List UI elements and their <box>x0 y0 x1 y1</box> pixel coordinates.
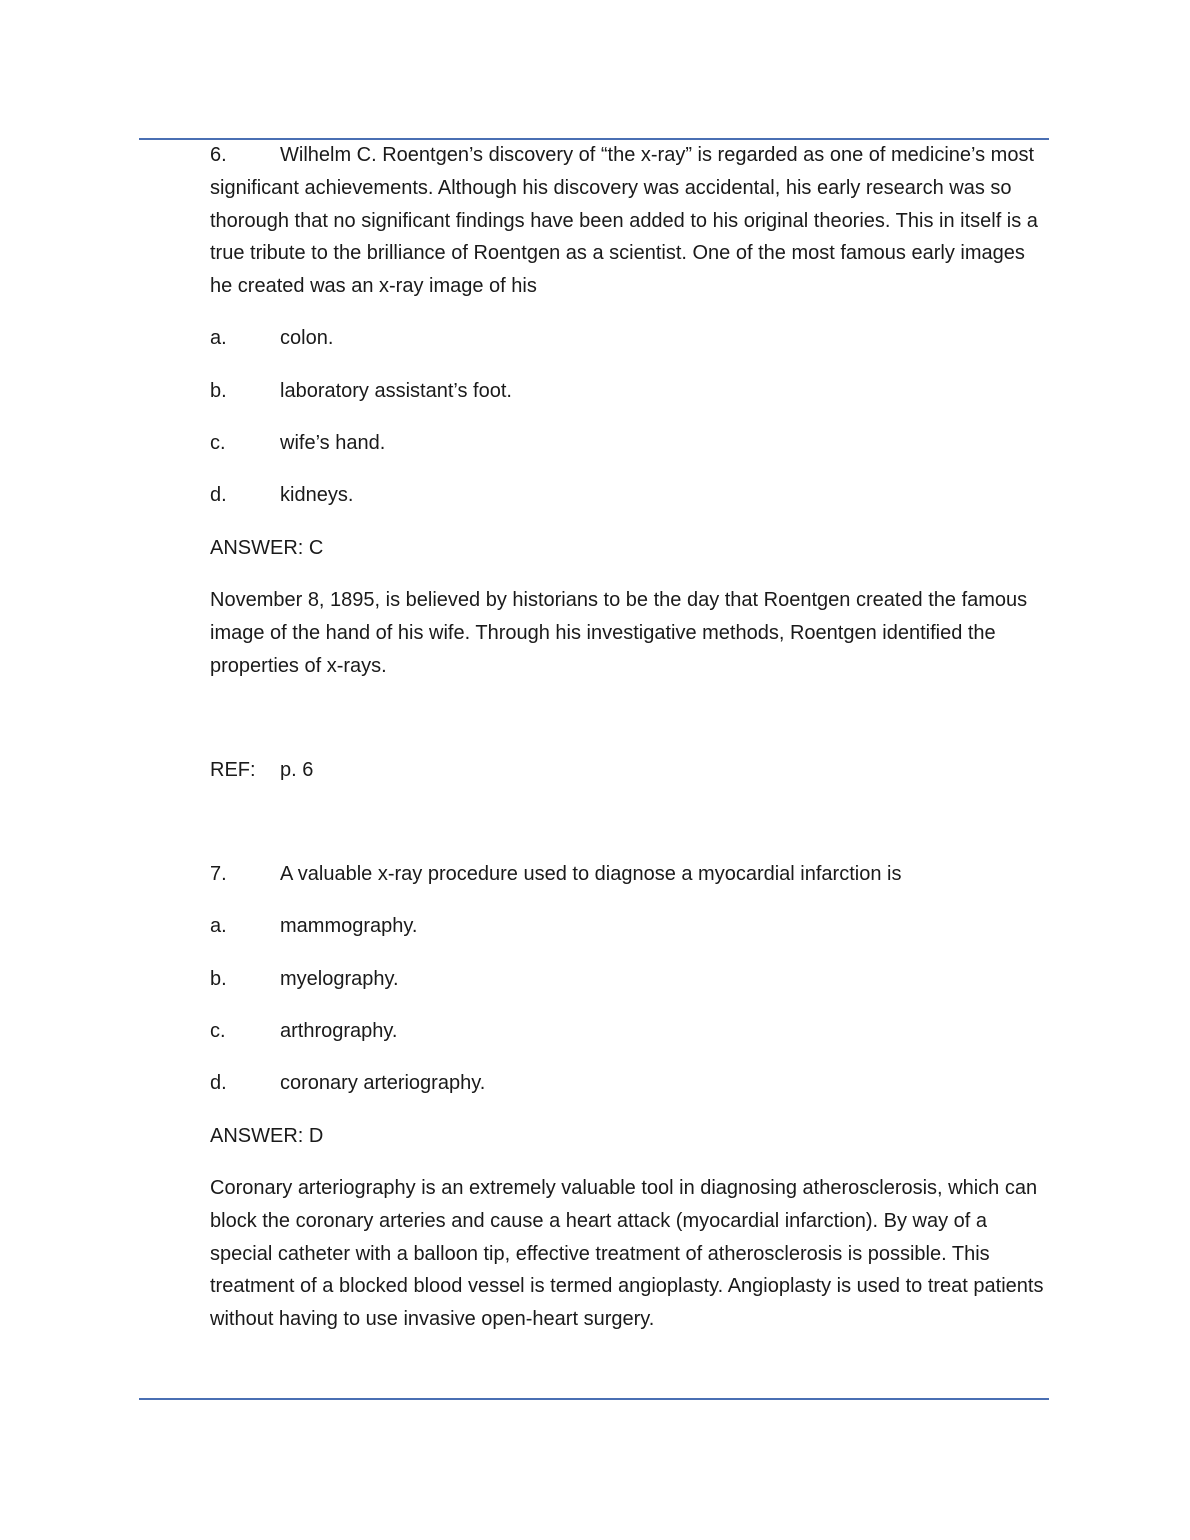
ref-label: REF: <box>210 758 256 781</box>
question-6-option-d <box>210 479 1050 512</box>
option-text: mammography. <box>280 915 418 938</box>
question-7-option-c <box>210 1015 1050 1048</box>
option-letter: d. <box>210 484 227 507</box>
question-6-option-c <box>210 427 1050 460</box>
question-6-explanation: November 8, 1895, is believed by historians to be the day that Roentgen created the famous image of the hand of his wife. Through his investigative methods, Roentgen identified the properties of x-rays. <box>210 588 1028 677</box>
option-letter: b. <box>210 967 227 990</box>
question-7-explanation: Coronary arteriography is an extremely valuable tool in diagnosing atherosclerosis, which can block the coronary arteries and cause a heart attack (myocardial infarction). By way of a special catheter with a balloon tip, effective treatment of atherosclerosis is possible. This treatment of a blocked blood vessel is termed angioplasty. Angioplasty is used to treat patients without having to use invasive open-heart surgery. <box>210 1176 1044 1331</box>
question-7-option-d <box>210 1067 1050 1100</box>
option-text: colon. <box>280 327 334 350</box>
document-body <box>210 139 1050 1355</box>
question-6-answer: ANSWER: C <box>210 536 324 559</box>
spacer <box>210 806 1050 858</box>
question-7-answer: ANSWER: D <box>210 1124 324 1147</box>
footer-rule <box>139 1398 1049 1400</box>
question-7-stem <box>210 858 1050 891</box>
option-text: wife’s hand. <box>280 432 386 455</box>
option-letter: a. <box>210 327 227 350</box>
question-6-ref <box>210 754 1050 787</box>
option-letter: a. <box>210 915 227 938</box>
question-6-option-a <box>210 322 1050 355</box>
option-text: myelography. <box>280 967 399 990</box>
question-7-option-a <box>210 910 1050 943</box>
question-6-stem <box>210 139 1050 303</box>
option-letter: b. <box>210 379 227 402</box>
option-text: arthrography. <box>280 1020 398 1043</box>
question-7-option-b <box>210 963 1050 996</box>
ref-value: p. 6 <box>280 758 314 781</box>
option-letter: c. <box>210 432 226 455</box>
question-7-text: A valuable x-ray procedure used to diagnose a myocardial infarction is <box>280 863 902 886</box>
option-text: kidneys. <box>280 484 354 507</box>
option-letter: d. <box>210 1072 227 1095</box>
option-letter: c. <box>210 1020 226 1043</box>
question-6-option-b <box>210 375 1050 408</box>
option-text: coronary arteriography. <box>280 1072 486 1095</box>
option-text: laboratory assistant’s foot. <box>280 379 512 402</box>
question-7-number: 7. <box>210 863 227 886</box>
spacer <box>210 702 1050 754</box>
question-6-number: 6. <box>210 144 227 166</box>
question-6-text: Wilhelm C. Roentgen’s discovery of “the x-ray” is regarded as one of medicine’s most significant achievements. Although his discovery was accidental, his early research was so thorough that no significant findings have been added to his original theories. This in itself is a true tribute to the brilliance of Roentgen as a scientist. One of the most famous early images he created was an x-ray image of his <box>210 144 1038 298</box>
